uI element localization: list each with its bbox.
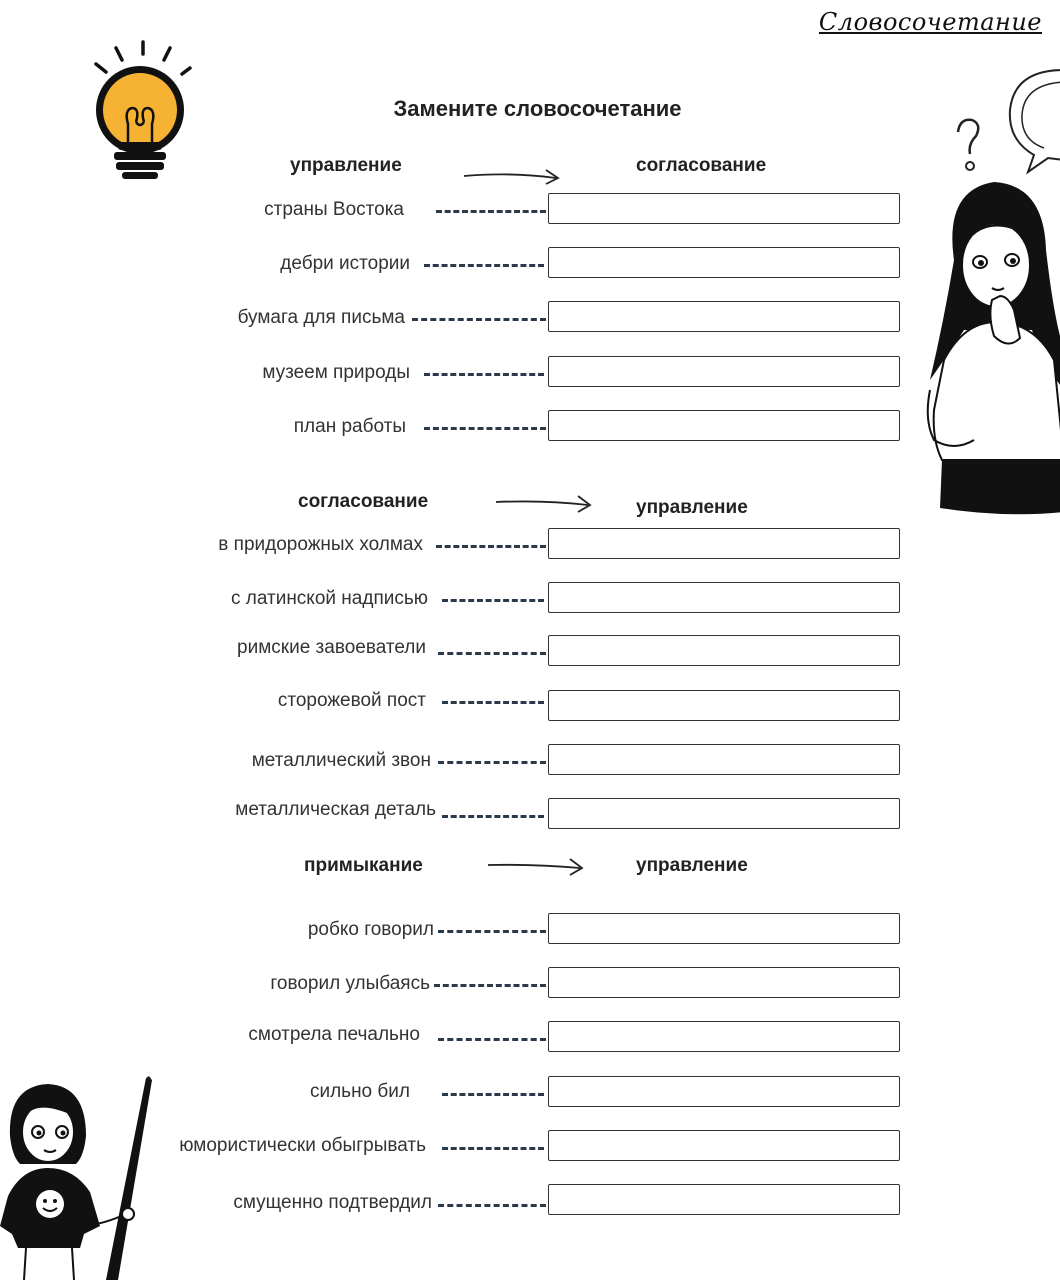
dash-connector — [438, 761, 546, 764]
answer-box[interactable] — [548, 635, 900, 666]
section-3-from-label: примыкание — [304, 855, 423, 876]
thinking-girl-illustration — [924, 60, 1060, 520]
dash-connector — [412, 318, 546, 321]
answer-box[interactable] — [548, 967, 900, 998]
phrase-text: робко говорил — [307, 919, 434, 940]
exercise-row — [0, 1076, 1060, 1112]
section-2-from-label: согласование — [298, 491, 429, 512]
answer-box[interactable] — [548, 410, 900, 441]
section-2-to-label: управление — [636, 497, 748, 518]
phrase-text: говорил улыбаясь — [270, 973, 430, 994]
phrase-text: смотрела печально — [248, 1024, 420, 1045]
exercise-row — [0, 690, 1060, 726]
dash-connector — [434, 984, 546, 987]
answer-box[interactable] — [548, 1076, 900, 1107]
exercise-row — [0, 798, 1060, 834]
phrase-text: с латинской надписью — [230, 588, 428, 609]
phrase-text: металлический звон — [251, 750, 431, 771]
arrow-right-icon — [494, 494, 594, 514]
dash-connector — [442, 1147, 544, 1150]
answer-box[interactable] — [548, 301, 900, 332]
answer-box[interactable] — [548, 1184, 900, 1215]
dash-connector — [424, 373, 544, 376]
dash-connector — [442, 815, 544, 818]
worksheet-title: Замените словосочетание — [393, 96, 682, 121]
answer-box[interactable] — [548, 356, 900, 387]
section-3-to-label: управление — [636, 855, 748, 876]
answer-box[interactable] — [548, 193, 900, 224]
dash-connector — [424, 264, 544, 267]
exercise-row — [0, 744, 1060, 780]
dash-connector — [424, 427, 546, 430]
exercise-row — [0, 635, 1060, 671]
phrase-text: страны Востока — [264, 199, 404, 220]
exercise-row — [0, 193, 1060, 229]
phrase-text: сильно бил — [309, 1081, 410, 1102]
dash-connector — [442, 599, 544, 602]
answer-box[interactable] — [548, 744, 900, 775]
phrase-text: смущенно подтвердил — [233, 1192, 432, 1213]
answer-box[interactable] — [548, 913, 900, 944]
arrow-right-icon — [486, 857, 586, 877]
dash-connector — [442, 701, 544, 704]
phrase-text: юмористически обыгрывать — [179, 1135, 426, 1156]
header-tag: Словосочетание — [818, 8, 1042, 36]
dash-connector — [438, 930, 546, 933]
dash-connector — [438, 1204, 546, 1207]
exercise-row — [0, 582, 1060, 618]
exercise-row — [0, 247, 1060, 283]
exercise-row — [0, 528, 1060, 564]
section-1-to-label: согласование — [636, 155, 767, 176]
exercise-row — [0, 1130, 1060, 1166]
exercise-row — [0, 967, 1060, 1003]
dash-connector — [438, 1038, 546, 1041]
phrase-text: план работы — [293, 416, 406, 437]
exercise-row — [0, 410, 1060, 446]
phrase-text: в придорожных холмах — [218, 534, 423, 555]
dash-connector — [436, 545, 546, 548]
phrase-text: музеем природы — [262, 362, 410, 383]
phrase-text: металлическая деталь — [235, 799, 436, 820]
phrase-text: бумага для письма — [237, 307, 405, 328]
dash-connector — [436, 210, 546, 213]
arrow-right-icon — [462, 166, 562, 186]
answer-box[interactable] — [548, 798, 900, 829]
exercise-row — [0, 1184, 1060, 1220]
phrase-text: дебри истории — [280, 253, 410, 274]
answer-box[interactable] — [548, 1130, 900, 1161]
exercise-row — [0, 913, 1060, 949]
answer-box[interactable] — [548, 690, 900, 721]
exercise-row — [0, 356, 1060, 392]
answer-box[interactable] — [548, 1021, 900, 1052]
exercise-row — [0, 1021, 1060, 1057]
dash-connector — [442, 1093, 544, 1096]
phrase-text: римские завоеватели — [237, 637, 426, 658]
answer-box[interactable] — [548, 247, 900, 278]
section-1-from-label: управление — [290, 155, 402, 176]
answer-box[interactable] — [548, 582, 900, 613]
phrase-text: сторожевой пост — [277, 690, 426, 711]
exercise-row — [0, 301, 1060, 337]
answer-box[interactable] — [548, 528, 900, 559]
dash-connector — [438, 652, 546, 655]
